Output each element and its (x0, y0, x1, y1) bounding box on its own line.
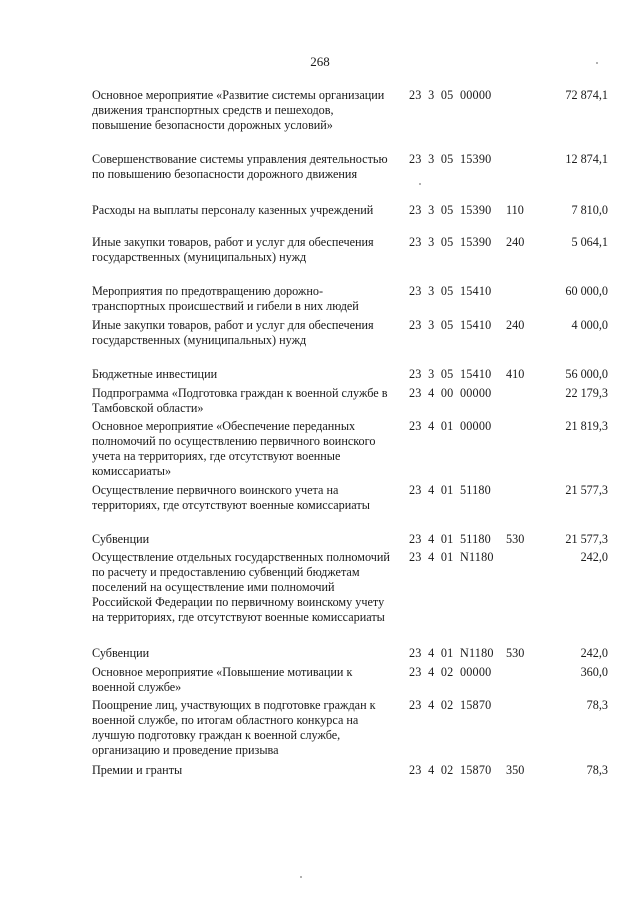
row-expense-type: 240 (506, 318, 525, 332)
row-name: Осуществление отдельных государственных полномочий по расчету и предоставлению субвенций бюджетам поселений на осуществление ими полномочий Российской Федерации по первичному воинскому учету на территориях, где отсутствуют военные комиссариаты (92, 550, 390, 624)
row-amount: 12 874,1 (565, 152, 608, 166)
row-code: 23 4 01 N1180 (409, 550, 494, 564)
row-expense-type: 530 (506, 646, 525, 660)
row-name: Субвенции (92, 532, 150, 546)
page-number: 268 (310, 54, 330, 69)
row-code: 23 3 05 15410 (409, 367, 492, 381)
row-code: 23 4 00 00000 (409, 386, 492, 400)
row-name: Премии и гранты (92, 763, 183, 777)
row-amount: 78,3 (586, 698, 608, 712)
row-code: 23 3 05 15410 (409, 284, 492, 298)
row-name: Подпрограмма «Подготовка граждан к военной службе в Тамбовской области» (92, 386, 388, 415)
row-amount: 56 000,0 (565, 367, 608, 381)
row-code: 23 3 05 15390 (409, 152, 492, 166)
row-name: Основное мероприятие «Повышение мотивации к военной службе» (92, 665, 353, 694)
row-name: Основное мероприятие «Обеспечение переданных полномочий по осуществлению первичного воинского учета на территориях, где отсутствуют военные комиссариаты» (92, 419, 376, 478)
row-amount: 4 000,0 (571, 318, 608, 332)
row-name: Основное мероприятие «Развитие системы организации движения транспортных средств и пешеходов, повышение безопасности дорожных условий» (92, 88, 385, 132)
row-amount: 242,0 (580, 550, 608, 564)
row-code: 23 4 02 00000 (409, 665, 492, 679)
row-code: 23 3 05 00000 (409, 88, 492, 102)
row-code: 23 4 02 15870 (409, 763, 492, 777)
row-amount: 78,3 (586, 763, 608, 777)
row-name: Иные закупки товаров, работ и услуг для обеспечения государственных (муниципальных) нужд (92, 318, 374, 347)
row-name: Бюджетные инвестиции (92, 367, 218, 381)
row-code: 23 3 05 15410 (409, 318, 492, 332)
row-name: Расходы на выплаты персоналу казенных учреждений (92, 203, 374, 217)
row-amount: 60 000,0 (565, 284, 608, 298)
row-name: Осуществление первичного воинского учета на территориях, где отсутствуют военные комиссариаты (92, 483, 370, 512)
row-amount: 72 874,1 (565, 88, 608, 102)
row-expense-type: 240 (506, 235, 525, 249)
row-code: 23 3 05 15390 (409, 235, 492, 249)
row-code: 23 4 01 00000 (409, 419, 492, 433)
row-name: Мероприятия по предотвращению дорожно-транспортных происшествий и гибели в них людей (92, 284, 359, 313)
scan-speck (596, 62, 598, 64)
row-amount: 21 577,3 (565, 483, 608, 497)
row-name: Иные закупки товаров, работ и услуг для обеспечения государственных (муниципальных) нужд (92, 235, 374, 264)
row-amount: 7 810,0 (571, 203, 608, 217)
row-amount: 360,0 (580, 665, 608, 679)
row-amount: 21 819,3 (565, 419, 608, 433)
row-name: Совершенствование системы управления деятельностью по повышению безопасности дорожного движения (92, 152, 388, 181)
row-expense-type: 530 (506, 532, 525, 546)
row-code: 23 4 02 15870 (409, 698, 492, 712)
scan-speck (300, 876, 302, 878)
row-expense-type: 410 (506, 367, 525, 381)
row-amount: 5 064,1 (571, 235, 608, 249)
scan-speck (419, 183, 421, 185)
row-expense-type: 110 (506, 203, 524, 217)
row-expense-type: 350 (506, 763, 525, 777)
row-name: Субвенции (92, 646, 150, 660)
row-amount: 22 179,3 (565, 386, 608, 400)
row-code: 23 4 01 51180 (409, 483, 491, 497)
row-code: 23 4 01 N1180 (409, 646, 494, 660)
row-code: 23 3 05 15390 (409, 203, 492, 217)
row-code: 23 4 01 51180 (409, 532, 491, 546)
row-amount: 242,0 (580, 646, 608, 660)
row-amount: 21 577,3 (565, 532, 608, 546)
row-name: Поощрение лиц, участвующих в подготовке граждан к военной службе, по итогам областного конкурса на лучшую подготовку граждан к военной службе, организацию и проведение призыва (92, 698, 376, 757)
